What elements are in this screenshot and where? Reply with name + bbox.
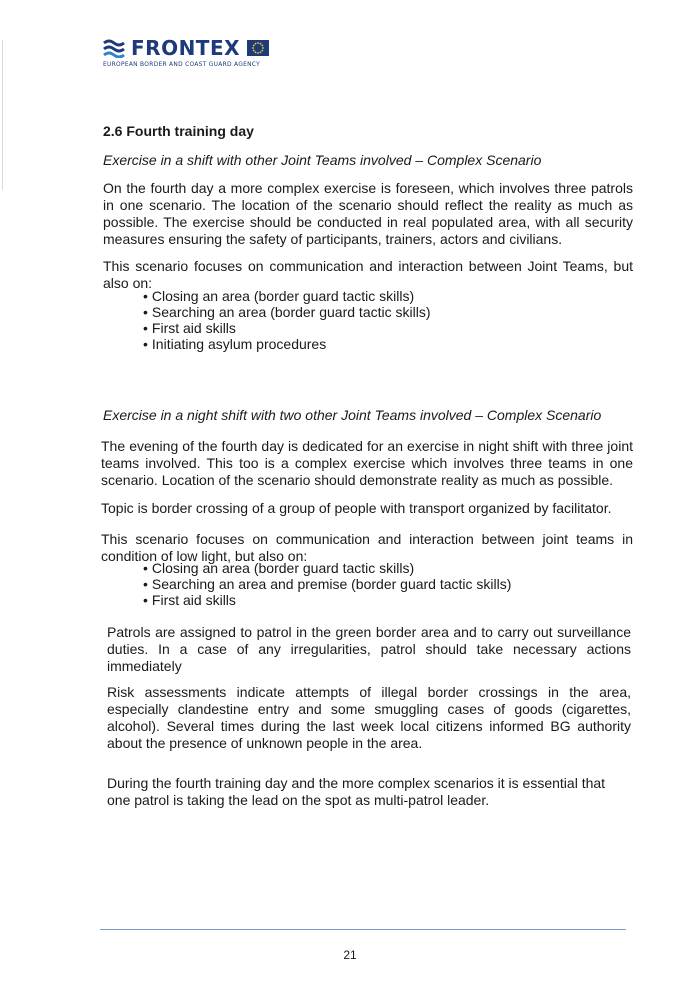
subheading-night-exercise: Exercise in a night shift with two other Joint Teams involved – Complex Scenario <box>103 407 602 423</box>
paragraph-topic: Topic is border crossing of a group of people with transport organized by facilitator. <box>101 500 612 516</box>
paragraph-fourth-day: On the fourth day a more complex exercise is foreseen, which involves three patrols in one scenario. The location of the scenario should reflect the reality as much as possible. The exercise should be conducted in real populated area, with all security measures ensuring the safety of participants, trainers, actors and civilians. <box>103 180 633 247</box>
list-item: • Initiating asylum procedures <box>143 336 430 352</box>
paragraph-focus-night: This scenario focuses on communication and interaction between joint teams in condition of low light, but also on: <box>101 531 633 564</box>
paragraph-evening: The evening of the fourth day is dedicated for an exercise in night shift with three joint teams involved. This too is a complex exercise which involves three teams in one scenario. Location of the scenario should demonstrate reality as much as possible. <box>101 438 633 488</box>
frontex-waves-icon <box>103 38 125 58</box>
page-number: 21 <box>343 948 357 962</box>
list-item: • Searching an area (border guard tactic skills) <box>143 304 430 320</box>
paragraph-patrols: Patrols are assigned to patrol in the green border area and to carry out surveillance duties. In a case of any irregularities, patrol should take necessary actions immediately <box>107 624 631 674</box>
frontex-logo <box>103 36 269 68</box>
footer-divider <box>100 929 626 930</box>
list-item: • First aid skills <box>143 592 511 608</box>
list-item: • First aid skills <box>143 320 430 336</box>
logo-tagline: EUROPEAN BORDER AND COAST GUARD AGENCY <box>103 62 260 68</box>
section-heading: 2.6 Fourth training day <box>103 123 254 139</box>
list-item: • Closing an area (border guard tactic skills) <box>143 560 511 576</box>
subheading-day-exercise: Exercise in a shift with other Joint Teams involved – Complex Scenario <box>103 152 542 168</box>
bullet-list-night <box>143 560 511 608</box>
paragraph-risk-assessment: Risk assessments indicate attempts of illegal border crossings in the area, especially clandestine entry and some smuggling cases of goods (cigarettes, alcohol). Several times during the last week local citizens informed BG authority about the presence of unknown people in the area. <box>107 684 631 751</box>
list-item: • Closing an area (border guard tactic skills) <box>143 288 430 304</box>
paragraph-multi-patrol-leader: During the fourth training day and the more complex scenarios it is essential that one patrol is taking the lead on the spot as multi-patrol leader. <box>107 775 606 808</box>
bullet-list-day <box>143 288 430 352</box>
paragraph-focus-day: This scenario focuses on communication and interaction between Joint Teams, but also on: <box>103 258 633 291</box>
scan-edge-line <box>2 40 3 190</box>
logo-wordmark: FRONTEX <box>131 36 241 60</box>
eu-flag-icon <box>247 40 269 56</box>
list-item: • Searching an area and premise (border guard tactic skills) <box>143 576 511 592</box>
